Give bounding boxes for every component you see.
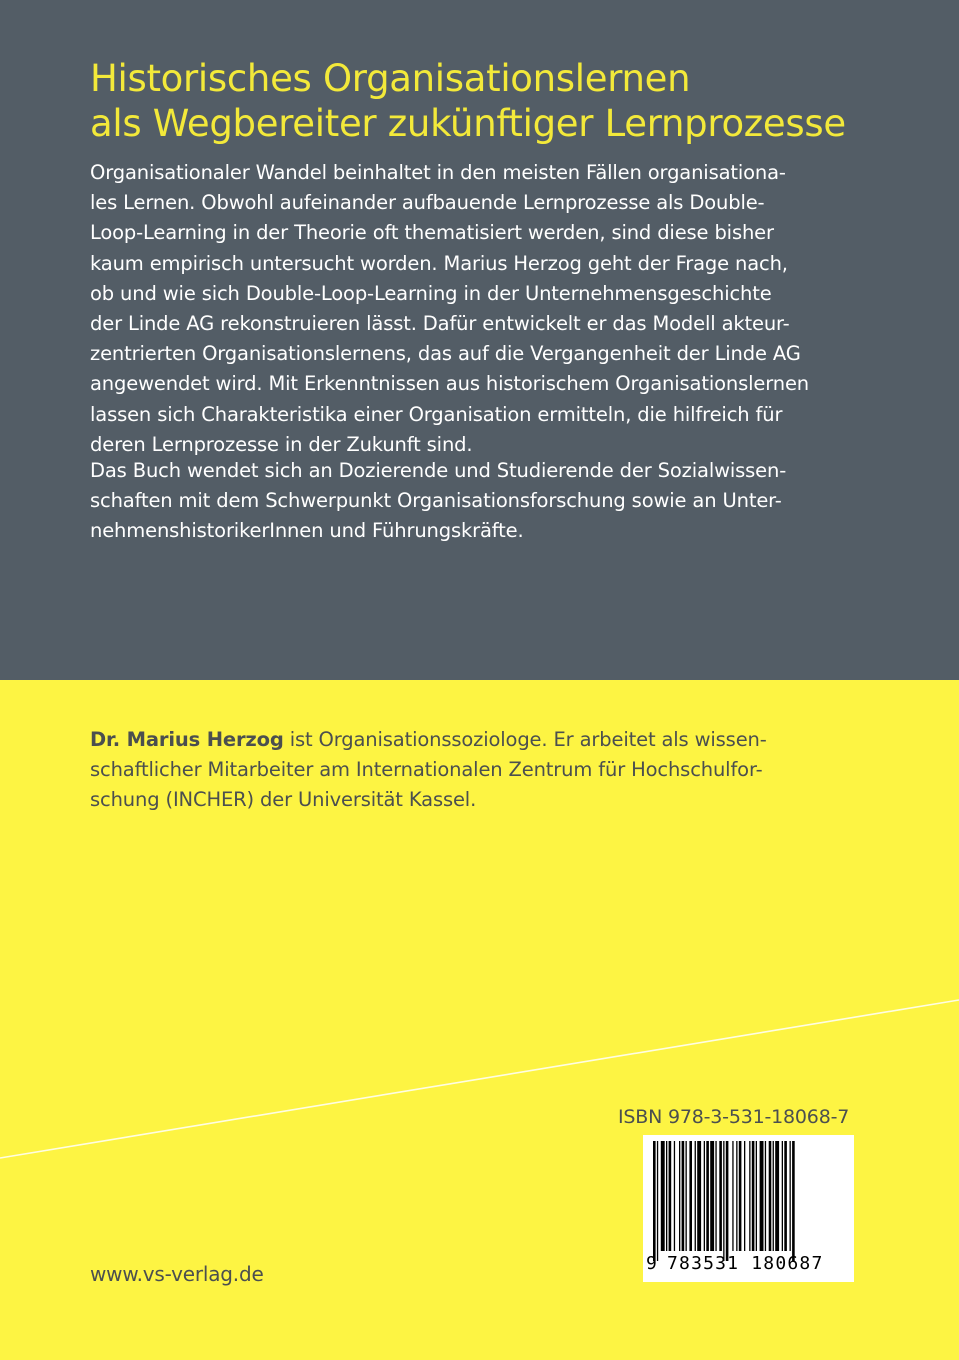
barcode-bar xyxy=(689,1141,692,1251)
author-bio xyxy=(90,725,890,816)
barcode-bar xyxy=(769,1141,772,1251)
text-line: les Lernen. Obwohl aufeinander aufbauende Lernprozesse als Double- xyxy=(90,191,765,215)
barcode-bar xyxy=(657,1141,658,1261)
author-bio-text: ist Organisationssoziologe. Er arbeitet als wissen- xyxy=(283,728,767,751)
barcode-bar xyxy=(732,1141,733,1251)
barcode-bar xyxy=(749,1141,750,1251)
text-line: ob und wie sich Double-Loop-Learning in der Unternehmensgeschichte xyxy=(90,281,772,305)
barcode-bar xyxy=(784,1141,787,1251)
barcode-bar xyxy=(739,1141,742,1251)
barcode-bar xyxy=(752,1141,755,1251)
text-line: zentrierten Organisationslernens, das auf die Vergangenheit der Linde AG xyxy=(90,342,801,366)
barcode-bar xyxy=(792,1141,795,1261)
barcode-bar xyxy=(782,1141,783,1251)
barcode-bar xyxy=(726,1141,729,1261)
description-paragraph xyxy=(90,158,870,460)
barcode-bar xyxy=(790,1141,791,1251)
barcode-bar xyxy=(661,1141,665,1251)
text-line: Organisationaler Wandel beinhaltet in den meisten Fällen organisationa- xyxy=(90,161,786,184)
barcode-bar xyxy=(669,1141,672,1251)
text-line: kaum empirisch untersucht worden. Marius Herzog geht der Frage nach, xyxy=(90,251,788,275)
text-line: nehmenshistorikerInnen und Führungskräfte. xyxy=(90,519,524,543)
barcode-bar xyxy=(695,1141,696,1251)
barcode-bar xyxy=(744,1141,745,1251)
barcode-bar xyxy=(710,1141,714,1251)
title-line: als Wegbereiter zukünftiger Lernprozesse xyxy=(90,102,846,145)
barcode-bar xyxy=(775,1141,779,1251)
barcode-digits: 783531 180687 xyxy=(667,1253,824,1274)
barcode-bar xyxy=(674,1141,675,1251)
barcode-bar xyxy=(666,1141,667,1251)
barcode-bar xyxy=(736,1141,737,1251)
author-bio-line: schung (INCHER) der Universität Kassel. xyxy=(90,788,477,812)
barcode-bar xyxy=(715,1141,716,1251)
text-line: Das Buch wendet sich an Dozierende und Studierende der Sozialwissen- xyxy=(90,459,787,482)
text-line: der Linde AG rekonstruieren lässt. Dafür entwickelt er das Modell akteur- xyxy=(90,312,790,336)
text-line: deren Lernprozesse in der Zukunft sind. xyxy=(90,432,473,456)
barcode-bar xyxy=(704,1141,705,1251)
author-name: Dr. Marius Herzog xyxy=(90,728,284,751)
barcode-bar xyxy=(697,1141,701,1251)
barcode-bar xyxy=(773,1141,774,1251)
barcode-bar xyxy=(760,1141,764,1251)
author-bio-line xyxy=(90,725,890,755)
barcode-bar xyxy=(686,1141,687,1251)
barcode-bar xyxy=(653,1141,656,1261)
isbn-number: ISBN 978-3-531-18068-7 xyxy=(618,1106,850,1128)
barcode-bar xyxy=(682,1141,685,1251)
text-line: schaften mit dem Schwerpunkt Organisationsforschung sowie an Unter- xyxy=(90,489,782,513)
text-line: angewendet wird. Mit Erkenntnissen aus historischem Organisationslernen xyxy=(90,372,810,396)
publisher-website: www.vs-verlag.de xyxy=(90,1262,264,1286)
barcode-bar xyxy=(765,1141,766,1251)
barcode-bar xyxy=(756,1141,757,1251)
text-line: lassen sich Charakteristika einer Organisation ermitteln, die hilfreich für xyxy=(90,402,783,426)
barcode-bar xyxy=(706,1141,709,1251)
barcode-bar xyxy=(719,1141,722,1251)
author-bio-line: schaftlicher Mitarbeiter am Internationalen Zentrum für Hochschulfor- xyxy=(90,758,763,782)
title-line: Historisches Organisationslernen xyxy=(90,57,691,100)
barcode-bar xyxy=(723,1141,724,1261)
barcode-lead-digit: 9 xyxy=(646,1253,657,1274)
book-title xyxy=(90,56,930,146)
text-line: Loop-Learning in der Theorie oft thematisiert werden, sind diese bisher xyxy=(90,221,774,245)
audience-paragraph xyxy=(90,456,870,547)
barcode-bar xyxy=(679,1141,680,1251)
